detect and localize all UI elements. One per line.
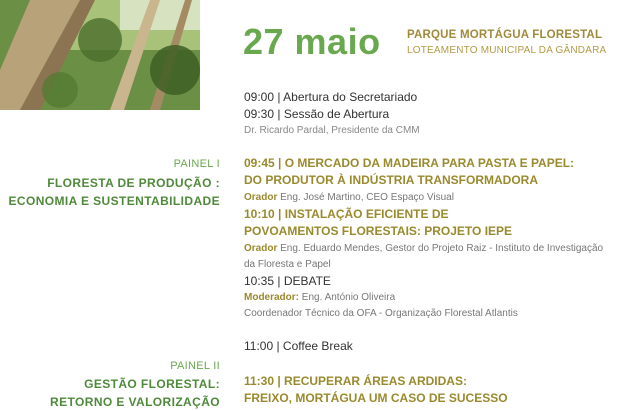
talk-1-role: Orador xyxy=(244,192,278,203)
debate-moderator xyxy=(244,290,395,306)
talk-2-title-line1: 10:10 | INSTALAÇÃO EFICIENTE DE xyxy=(244,207,449,221)
talk-1-speaker-name: Eng. José Martino, CEO Espaço Visual xyxy=(277,192,454,203)
talk-2-speaker-name: Eng. Eduardo Mendes, Gestor do Projeto Raiz - Instituto de Investigação xyxy=(277,243,604,254)
schedule-opening-session: 09:30 | Sessão de Abertura xyxy=(244,107,390,121)
opening-speaker: Dr. Ricardo Pardal, Presidente da CMM xyxy=(244,125,420,136)
panel-2-label: PAINEL II xyxy=(170,360,220,372)
venue-location: LOTEAMENTO MUNICIPAL DA GÂNDARA xyxy=(407,45,607,56)
panel-1-title-line2: ECONOMIA E SUSTENTABILIDADE xyxy=(8,194,220,208)
talk-1-title-line2: DO PRODUTOR À INDÚSTRIA TRANSFORMADORA xyxy=(244,173,538,187)
debate-role: Moderador: xyxy=(244,292,299,303)
panel-1-title-line1: FLORESTA DE PRODUÇÃO : xyxy=(47,176,220,190)
talk-3-title-line1: 11:30 | RECUPERAR ÁREAS ARDIDAS: xyxy=(244,374,467,388)
event-date: 27 maio xyxy=(243,21,381,62)
venue-block xyxy=(407,27,606,59)
talk-2-speaker xyxy=(244,241,603,257)
panel-2-title-line2: RETORNO E VALORIZAÇÃO xyxy=(50,395,220,409)
talk-1-title-line1: 09:45 | O MERCADO DA MADEIRA PARA PASTA E PAPEL: xyxy=(244,156,575,170)
schedule-opening-secretariat: 09:00 | Abertura do Secretariado xyxy=(244,90,418,104)
panel-1-label: PAINEL I xyxy=(173,158,220,170)
forest-photo xyxy=(0,0,200,110)
debate-moderator-title: Coordenador Técnico da OFA - Organização Florestal Atlantis xyxy=(244,308,518,319)
schedule-coffee-break: 11:00 | Coffee Break xyxy=(244,339,353,353)
talk-2-speaker-org: da Floresta e Papel xyxy=(244,259,331,270)
talk-2-title-line2: POVOAMENTOS FLORESTAIS: PROJETO IEPE xyxy=(244,224,513,238)
panel-2-title-line1: GESTÃO FLORESTAL: xyxy=(84,377,220,391)
schedule-debate: 10:35 | DEBATE xyxy=(244,274,331,288)
talk-1-speaker xyxy=(244,190,454,206)
talk-3-title-line2: FREIXO, MORTÁGUA UM CASO DE SUCESSO xyxy=(244,391,508,405)
venue-name: PARQUE MORTÁGUA FLORESTAL xyxy=(407,29,603,41)
debate-moderator-name: Eng. António Oliveira xyxy=(299,292,396,303)
talk-2-role: Orador xyxy=(244,243,278,254)
